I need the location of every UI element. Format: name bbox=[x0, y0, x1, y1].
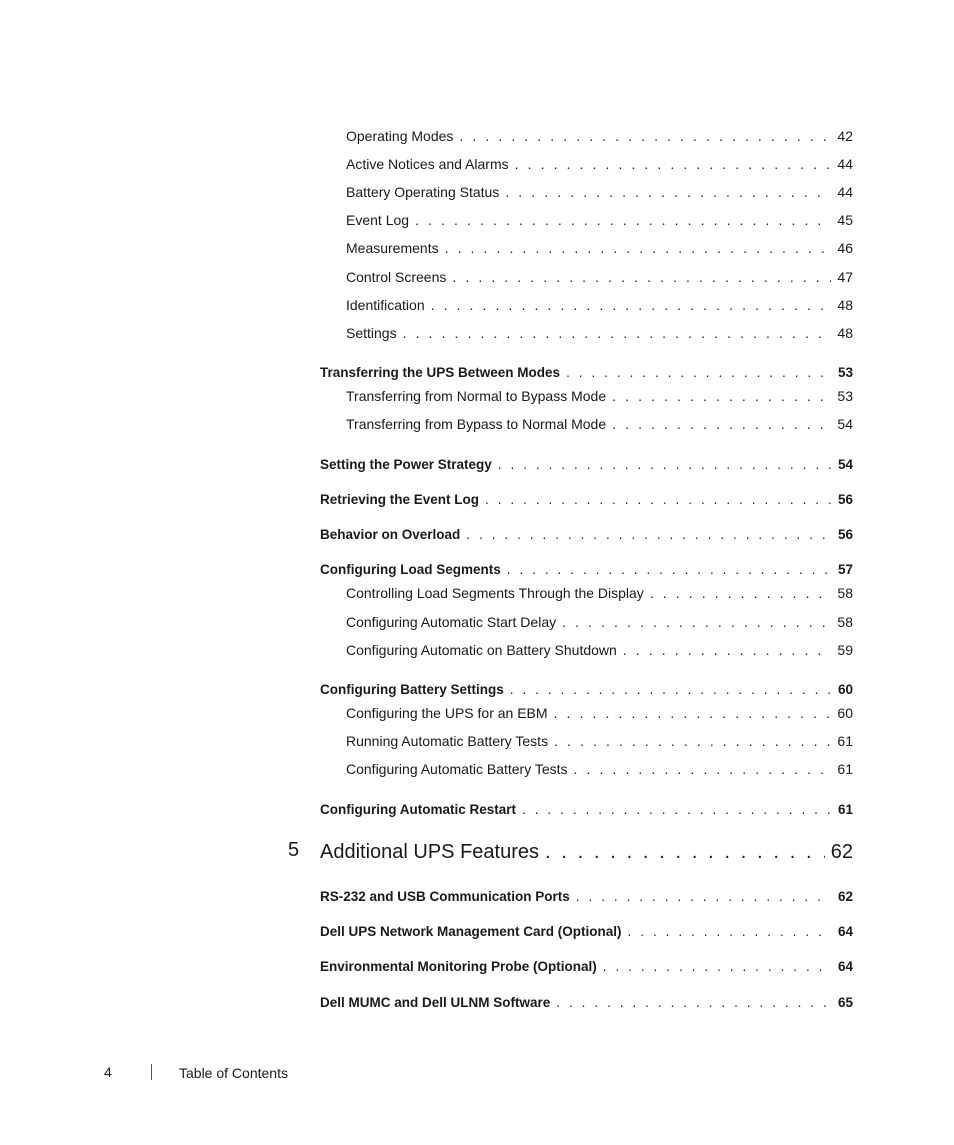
toc-entry-page: 46 bbox=[837, 240, 853, 256]
dot-leader bbox=[556, 995, 831, 1011]
toc-entry-network-card[interactable] bbox=[320, 920, 853, 940]
toc-entry-label: Active Notices and Alarms bbox=[346, 156, 509, 172]
toc-entry-label: Settings bbox=[346, 325, 397, 341]
dot-leader bbox=[505, 184, 831, 200]
toc-chapter-additional-features[interactable] bbox=[320, 837, 853, 863]
dot-leader bbox=[459, 128, 831, 144]
chapter-number: 5 bbox=[288, 839, 300, 861]
toc-entry-label: Event Log bbox=[346, 212, 410, 228]
toc-entry-page: 45 bbox=[837, 212, 853, 228]
toc-entry-page: 61 bbox=[837, 761, 853, 777]
toc-entry-label: Configuring the UPS for an EBM bbox=[346, 705, 548, 721]
toc-entry-page: 62 bbox=[837, 889, 853, 904]
footer-page-number: 4 bbox=[104, 1064, 112, 1080]
dot-leader bbox=[522, 802, 831, 818]
toc-entry-retrieving-event-log[interactable] bbox=[320, 488, 853, 508]
toc-entry-page: 65 bbox=[837, 995, 853, 1010]
toc-entry-monitoring-probe[interactable] bbox=[320, 955, 853, 975]
dot-leader bbox=[554, 705, 831, 721]
toc-entry-label: Configuring Automatic Start Delay bbox=[346, 614, 557, 630]
toc-entry-measurements[interactable] bbox=[346, 236, 853, 256]
toc-entry-label: Operating Modes bbox=[346, 128, 454, 144]
toc-entry-transferring-between-modes[interactable] bbox=[320, 361, 853, 381]
toc-entry-page: 48 bbox=[837, 325, 853, 341]
dot-leader bbox=[612, 388, 831, 404]
dot-leader bbox=[603, 959, 831, 975]
dot-leader bbox=[466, 527, 831, 543]
toc-entry-ups-for-ebm[interactable] bbox=[346, 701, 853, 721]
dot-leader bbox=[574, 761, 831, 777]
toc-entry-label: Measurements bbox=[346, 240, 439, 256]
toc-entry-page: 48 bbox=[837, 297, 853, 313]
dot-leader bbox=[628, 924, 831, 940]
dot-leader bbox=[452, 269, 831, 285]
toc-entry-label: Transferring the UPS Between Modes bbox=[320, 365, 561, 380]
toc-entry-identification[interactable] bbox=[346, 293, 853, 313]
toc-entry-auto-start-delay[interactable] bbox=[346, 610, 853, 630]
toc-entry-label: Control Screens bbox=[346, 269, 447, 285]
toc-entry-label: Behavior on Overload bbox=[320, 527, 461, 542]
toc-entry-page: 44 bbox=[837, 156, 853, 172]
toc-entry-controlling-load-segments[interactable] bbox=[346, 581, 853, 601]
toc-entry-page: 53 bbox=[837, 365, 853, 380]
dot-leader bbox=[403, 325, 831, 341]
toc-entry-label: Configuring Battery Settings bbox=[320, 682, 504, 697]
toc-entry-page: 44 bbox=[837, 184, 853, 200]
toc-entry-normal-to-bypass[interactable] bbox=[346, 384, 853, 404]
toc-entry-page: 42 bbox=[837, 128, 853, 144]
toc-entry-label: Battery Operating Status bbox=[346, 184, 500, 200]
toc-entry-behavior-overload[interactable] bbox=[320, 523, 853, 543]
dot-leader bbox=[445, 240, 831, 256]
toc-entry-page: 54 bbox=[837, 457, 853, 472]
dot-leader bbox=[576, 889, 831, 905]
toc-entry-label: Identification bbox=[346, 297, 425, 313]
toc-entry-label: Configuring Automatic on Battery Shutdown bbox=[346, 642, 617, 658]
toc-entry-page: 64 bbox=[837, 924, 853, 939]
toc-entry-settings[interactable] bbox=[346, 321, 853, 341]
toc-entry-mumc-ulnm[interactable] bbox=[320, 991, 853, 1011]
toc-entry-page: 60 bbox=[837, 705, 853, 721]
toc-entry-label: Configuring Automatic Restart bbox=[320, 802, 517, 817]
dot-leader bbox=[562, 614, 831, 630]
toc-entry-label: Controlling Load Segments Through the Display bbox=[346, 585, 644, 601]
toc-entry-battery-operating-status[interactable] bbox=[346, 180, 853, 200]
dot-leader bbox=[415, 212, 831, 228]
toc-entry-page: 56 bbox=[837, 492, 853, 507]
toc-entry-running-battery-tests[interactable] bbox=[346, 729, 853, 749]
toc-entry-page: 62 bbox=[830, 841, 853, 863]
dot-leader bbox=[431, 297, 831, 313]
toc-entry-active-notices[interactable] bbox=[346, 152, 853, 172]
toc-entry-page: 58 bbox=[837, 585, 853, 601]
dot-leader bbox=[515, 156, 831, 172]
dot-leader bbox=[566, 365, 831, 381]
toc-entry-page: 53 bbox=[837, 388, 853, 404]
toc-entry-label: Dell MUMC and Dell ULNM Software bbox=[320, 995, 551, 1010]
toc-entry-page: 61 bbox=[837, 733, 853, 749]
dot-leader bbox=[545, 841, 825, 863]
toc-entry-operating-modes[interactable] bbox=[346, 124, 853, 144]
toc-entry-control-screens[interactable] bbox=[346, 265, 853, 285]
toc-entry-page: 58 bbox=[837, 614, 853, 630]
toc-entry-load-segments[interactable] bbox=[320, 558, 853, 578]
toc-entry-event-log[interactable] bbox=[346, 208, 853, 228]
dot-leader bbox=[498, 457, 831, 473]
dot-leader bbox=[510, 682, 831, 698]
toc-entry-auto-restart[interactable] bbox=[320, 798, 853, 818]
toc-entry-battery-settings[interactable] bbox=[320, 678, 853, 698]
toc-entry-configuring-battery-tests[interactable] bbox=[346, 757, 853, 777]
toc-entry-page: 64 bbox=[837, 959, 853, 974]
dot-leader bbox=[650, 585, 831, 601]
toc-entry-bypass-to-normal[interactable] bbox=[346, 412, 853, 432]
dot-leader bbox=[623, 642, 831, 658]
toc-entry-label: Environmental Monitoring Probe (Optional) bbox=[320, 959, 597, 974]
dot-leader bbox=[612, 416, 831, 432]
footer-divider bbox=[151, 1064, 152, 1080]
toc-entry-page: 59 bbox=[837, 642, 853, 658]
toc-entry-label: Running Automatic Battery Tests bbox=[346, 733, 549, 749]
toc-entry-page: 47 bbox=[837, 269, 853, 285]
toc-entry-power-strategy[interactable] bbox=[320, 453, 853, 473]
toc-entry-label: Configuring Automatic Battery Tests bbox=[346, 761, 568, 777]
toc-entry-label: Additional UPS Features bbox=[320, 841, 540, 863]
toc-entry-auto-battery-shutdown[interactable] bbox=[346, 638, 853, 658]
toc-entry-rs232-usb[interactable] bbox=[320, 885, 853, 905]
toc-entry-label: Transferring from Normal to Bypass Mode bbox=[346, 388, 607, 404]
toc-entry-label: Dell UPS Network Management Card (Optional) bbox=[320, 924, 622, 939]
toc-entry-label: Setting the Power Strategy bbox=[320, 457, 492, 472]
toc-entry-page: 57 bbox=[837, 562, 853, 577]
toc-entry-page: 60 bbox=[837, 682, 853, 697]
toc-entry-label: Retrieving the Event Log bbox=[320, 492, 480, 507]
toc-entry-label: Transferring from Bypass to Normal Mode bbox=[346, 416, 607, 432]
toc-entry-label: RS-232 and USB Communication Ports bbox=[320, 889, 570, 904]
dot-leader bbox=[554, 733, 831, 749]
dot-leader bbox=[485, 492, 831, 508]
toc-entry-page: 54 bbox=[837, 416, 853, 432]
toc-entry-page: 61 bbox=[837, 802, 853, 817]
dot-leader bbox=[507, 562, 831, 578]
toc-entry-label: Configuring Load Segments bbox=[320, 562, 501, 577]
toc-entry-page: 56 bbox=[837, 527, 853, 542]
footer-section-title: Table of Contents bbox=[179, 1065, 288, 1081]
